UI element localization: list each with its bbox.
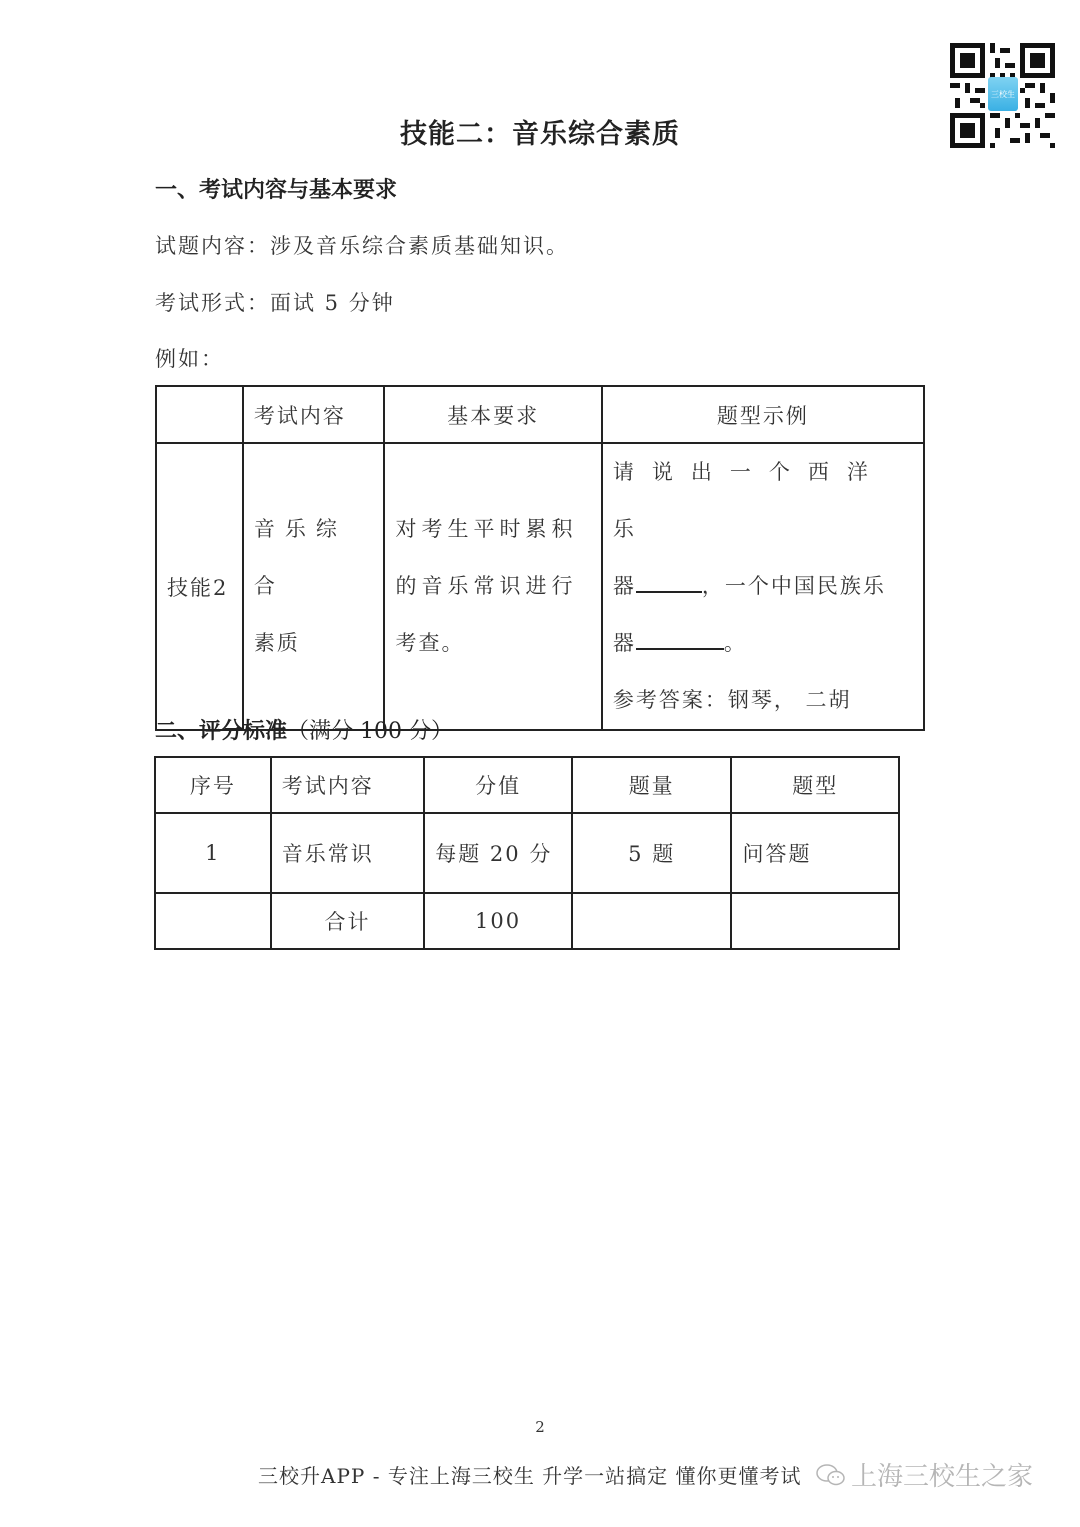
header-cell-content: 考试内容	[243, 386, 385, 443]
example-cell	[602, 443, 924, 730]
watermark	[815, 1456, 1033, 1493]
example-line-3-suffix: 。	[723, 631, 747, 655]
content-line: 试题内容：涉及音乐综合素质基础知识。	[155, 234, 569, 258]
example-line-3-prefix: 器	[612, 631, 636, 655]
scoring-table	[154, 756, 900, 950]
page-title: 技能二：音乐综合素质	[400, 119, 680, 150]
requirement-line-3: 考查。	[395, 631, 465, 655]
example-label: 例如：	[155, 347, 224, 371]
section-2-heading	[155, 714, 453, 745]
cell-total-label: 合计	[271, 893, 425, 949]
table-row	[155, 813, 899, 893]
example-line-2-prefix: 器	[612, 574, 636, 598]
example-line-3	[613, 615, 913, 672]
answer-blank-1	[636, 573, 702, 593]
cell-score: 每题 20 分	[424, 813, 572, 893]
table-row	[156, 443, 924, 730]
example-table	[155, 385, 925, 731]
table-header-row	[155, 757, 899, 813]
header-cell-type: 题型	[731, 757, 899, 813]
cell-count	[572, 893, 732, 949]
requirement-line-2: 的音乐常识进行	[395, 574, 578, 598]
content-line-2: 素质	[253, 631, 300, 655]
wechat-icon	[815, 1462, 847, 1488]
section-2-title: 二、评分标准	[155, 719, 288, 744]
header-cell-count: 题量	[572, 757, 732, 813]
section-1-heading: 一、考试内容与基本要求	[155, 178, 398, 203]
header-cell-content: 考试内容	[271, 757, 425, 813]
cell-index	[155, 893, 271, 949]
example-line-2-suffix: ，一个中国民族乐	[701, 574, 886, 598]
header-cell-example: 题型示例	[602, 386, 924, 443]
format-line: 考试形式：面试 5 分钟	[155, 291, 395, 315]
cell-index: 1	[155, 813, 271, 893]
example-line-1: 请说出一个西洋乐	[612, 460, 886, 541]
page-number: 2	[535, 1418, 545, 1436]
cell-type	[731, 893, 899, 949]
header-cell-index: 序号	[155, 757, 271, 813]
answer-blank-2	[636, 630, 724, 650]
requirement-line-1: 对考生平时累积	[395, 517, 578, 541]
header-cell-empty	[156, 386, 243, 443]
qr-logo: 三校生	[988, 77, 1018, 111]
section-2-note: （满分 100 分）	[287, 719, 453, 744]
content-line-1: 音乐综合	[253, 517, 347, 598]
header-cell-requirement: 基本要求	[384, 386, 601, 443]
example-line-2	[613, 558, 913, 615]
cell-total-value: 100	[424, 893, 572, 949]
header-cell-score: 分值	[424, 757, 572, 813]
cell-content: 音乐常识	[271, 813, 425, 893]
footer-text: 三校升APP - 专注上海三校生 升学一站搞定 懂你更懂考试	[258, 1464, 802, 1488]
table-row-total	[155, 893, 899, 949]
table-header-row	[156, 386, 924, 443]
cell-count: 5 题	[572, 813, 732, 893]
watermark-text: 上海三校生之家	[851, 1462, 1034, 1492]
skill-cell: 技能2	[156, 443, 243, 730]
reference-answer: 参考答案：钢琴， 二胡	[612, 688, 852, 712]
requirement-cell	[384, 443, 601, 730]
cell-type: 问答题	[731, 813, 899, 893]
content-cell	[243, 443, 385, 730]
